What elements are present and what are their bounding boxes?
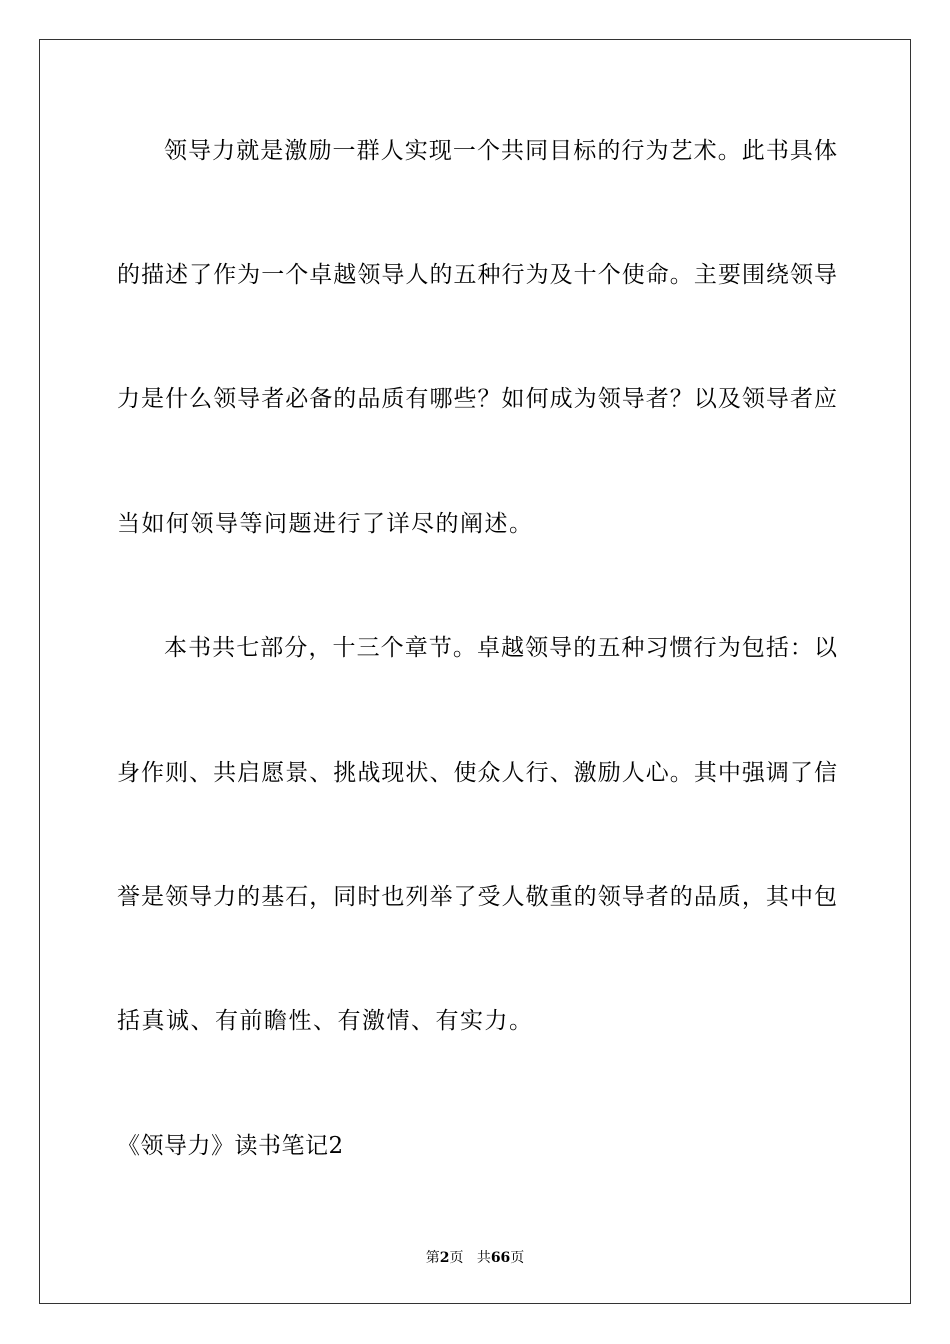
footer-prefix: 第 [425, 1250, 440, 1266]
text-line: 本书共七部分，十三个章节。卓越领导的五种习惯行为包括：以 [164, 635, 837, 661]
footer-total-pages: 66 [490, 1250, 511, 1266]
text-line: 的描述了作为一个卓越领导人的五种行为及十个使命。主要围绕领导 [117, 262, 837, 288]
text-line: 当如何领导等问题进行了详尽的阐述。 [117, 511, 534, 537]
text-line: 括真诚、有前瞻性、有激情、有实力。 [117, 1008, 534, 1034]
text-line: 领导力就是激励一群人实现一个共同目标的行为艺术。此书具体 [164, 138, 837, 164]
text-line: 身作则、共启愿景、挑战现状、使众人行、激励人心。其中强调了信 [117, 760, 837, 786]
text-line: 誉是领导力的基石，同时也列举了受人敬重的领导者的品质，其中包 [117, 884, 837, 910]
page-frame [39, 39, 911, 1304]
page-footer [0, 1249, 950, 1267]
footer-total-suffix: 页 [510, 1250, 525, 1266]
section-heading: 《领导力》读书笔记2 [117, 1133, 344, 1159]
footer-page-suffix: 页 [449, 1250, 464, 1266]
footer-total-prefix: 共 [476, 1250, 491, 1266]
footer-page-number: 2 [439, 1250, 450, 1266]
text-line: 力是什么领导者必备的品质有哪些？如何成为领导者？以及领导者应 [117, 386, 837, 412]
